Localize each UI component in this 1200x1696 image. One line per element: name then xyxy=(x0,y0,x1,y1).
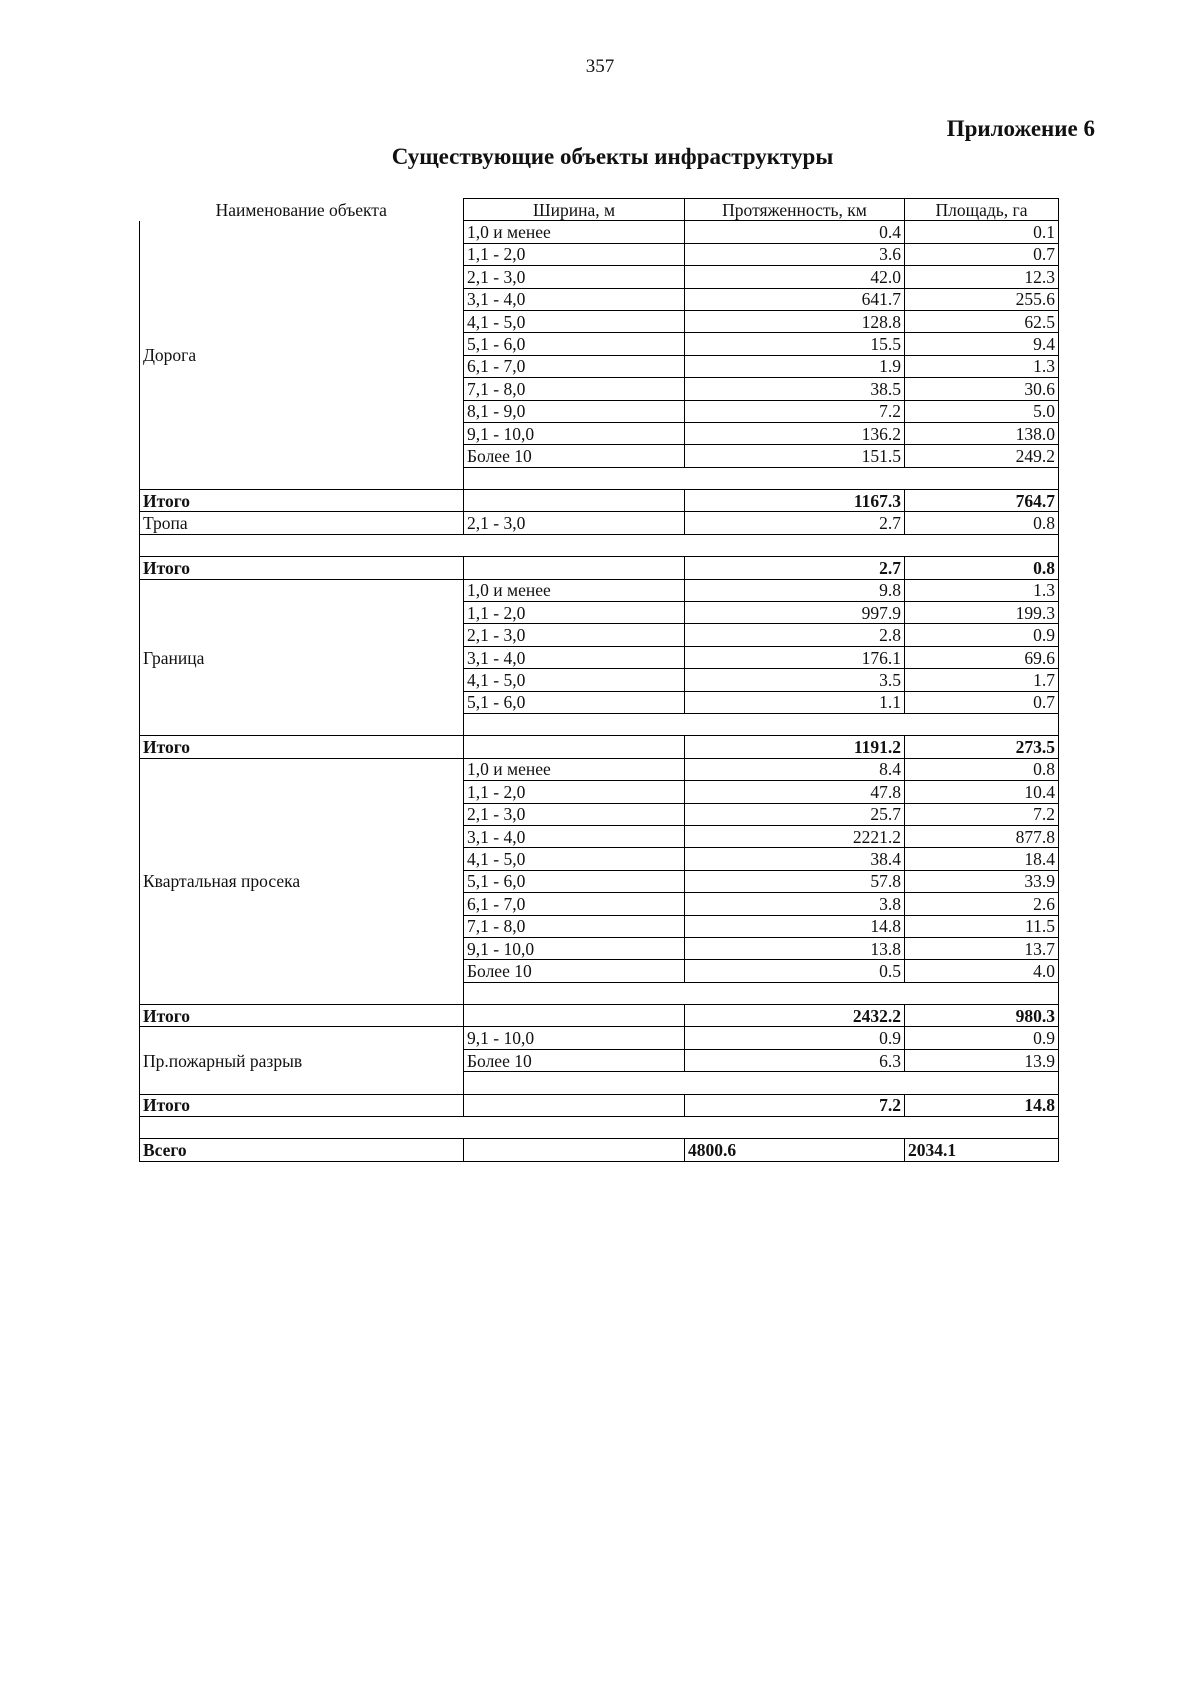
subtotal-length: 1191.2 xyxy=(685,736,905,758)
subtotal-length: 1167.3 xyxy=(685,490,905,512)
area-cell: 0.7 xyxy=(905,691,1059,713)
length-cell: 14.8 xyxy=(685,915,905,937)
header-width: Ширина, м xyxy=(464,199,685,221)
subtotal-row xyxy=(140,557,1059,579)
width-cell: 9,1 - 10,0 xyxy=(464,937,685,959)
width-cell: 1,1 - 2,0 xyxy=(464,781,685,803)
area-cell: 0.9 xyxy=(905,624,1059,646)
length-cell: 1.1 xyxy=(685,691,905,713)
length-cell: 3.6 xyxy=(685,243,905,265)
width-cell: 5,1 - 6,0 xyxy=(464,333,685,355)
width-cell: 1,1 - 2,0 xyxy=(464,243,685,265)
object-name: Пр.пожарный разрыв xyxy=(140,1027,464,1094)
object-name: Дорога xyxy=(140,221,464,490)
width-cell: 4,1 - 5,0 xyxy=(464,310,685,332)
header-area: Площадь, га xyxy=(905,199,1059,221)
table-row xyxy=(140,221,1059,243)
table-row xyxy=(140,579,1059,601)
subtotal-width-cell xyxy=(464,1005,685,1027)
length-cell: 3.5 xyxy=(685,669,905,691)
document-title: Существующие объекты инфраструктуры xyxy=(391,144,834,169)
subtotal-label: Итого xyxy=(140,1005,464,1027)
width-cell: Более 10 xyxy=(464,445,685,467)
subtotal-area: 0.8 xyxy=(905,557,1059,579)
subtotal-width-cell xyxy=(464,1094,685,1116)
subtotal-length: 7.2 xyxy=(685,1094,905,1116)
width-cell: 5,1 - 6,0 xyxy=(464,870,685,892)
area-cell: 30.6 xyxy=(905,378,1059,400)
width-cell: 3,1 - 4,0 xyxy=(464,288,685,310)
length-cell: 38.5 xyxy=(685,378,905,400)
area-cell: 0.9 xyxy=(905,1027,1059,1049)
width-cell: 5,1 - 6,0 xyxy=(464,691,685,713)
subtotal-length: 2432.2 xyxy=(685,1005,905,1027)
width-cell: 3,1 - 4,0 xyxy=(464,646,685,668)
subtotal-width-cell xyxy=(464,557,685,579)
object-name: Квартальная просека xyxy=(140,758,464,1004)
spacer-cell xyxy=(464,1072,1059,1094)
length-cell: 47.8 xyxy=(685,781,905,803)
area-cell: 69.6 xyxy=(905,646,1059,668)
width-cell: 9,1 - 10,0 xyxy=(464,422,685,444)
width-cell: 7,1 - 8,0 xyxy=(464,915,685,937)
width-cell: 3,1 - 4,0 xyxy=(464,825,685,847)
width-cell: Более 10 xyxy=(464,960,685,982)
area-cell: 2.6 xyxy=(905,893,1059,915)
width-cell: 6,1 - 7,0 xyxy=(464,355,685,377)
width-cell: 1,1 - 2,0 xyxy=(464,602,685,624)
table-row xyxy=(140,1027,1059,1049)
area-cell: 9.4 xyxy=(905,333,1059,355)
width-cell: 1,0 и менее xyxy=(464,221,685,243)
spacer-cell xyxy=(140,1117,1059,1139)
subtotal-area: 980.3 xyxy=(905,1005,1059,1027)
width-cell: 4,1 - 5,0 xyxy=(464,848,685,870)
length-cell: 176.1 xyxy=(685,646,905,668)
length-cell: 0.5 xyxy=(685,960,905,982)
area-cell: 62.5 xyxy=(905,310,1059,332)
object-name: Граница xyxy=(140,579,464,736)
length-cell: 13.8 xyxy=(685,937,905,959)
area-cell: 877.8 xyxy=(905,825,1059,847)
subtotal-row xyxy=(140,1094,1059,1116)
area-cell: 13.9 xyxy=(905,1049,1059,1071)
grand-total-width-cell xyxy=(464,1139,685,1161)
area-cell: 33.9 xyxy=(905,870,1059,892)
spacer-cell xyxy=(464,467,1059,489)
width-cell: 7,1 - 8,0 xyxy=(464,378,685,400)
width-cell: 9,1 - 10,0 xyxy=(464,1027,685,1049)
area-cell: 138.0 xyxy=(905,422,1059,444)
subtotal-length: 2.7 xyxy=(685,557,905,579)
subtotal-row xyxy=(140,490,1059,512)
width-cell: Более 10 xyxy=(464,1049,685,1071)
area-cell: 10.4 xyxy=(905,781,1059,803)
length-cell: 25.7 xyxy=(685,803,905,825)
spacer-row xyxy=(140,1117,1059,1139)
width-cell: 4,1 - 5,0 xyxy=(464,669,685,691)
length-cell: 1.9 xyxy=(685,355,905,377)
area-cell: 0.8 xyxy=(905,512,1059,534)
area-cell: 0.7 xyxy=(905,243,1059,265)
subtotal-width-cell xyxy=(464,736,685,758)
spacer-cell xyxy=(140,534,1059,556)
length-cell: 2.7 xyxy=(685,512,905,534)
length-cell: 57.8 xyxy=(685,870,905,892)
length-cell: 7.2 xyxy=(685,400,905,422)
subtotal-width-cell xyxy=(464,490,685,512)
width-cell: 2,1 - 3,0 xyxy=(464,512,685,534)
area-cell: 12.3 xyxy=(905,266,1059,288)
area-cell: 0.1 xyxy=(905,221,1059,243)
width-cell: 6,1 - 7,0 xyxy=(464,893,685,915)
subtotal-row xyxy=(140,736,1059,758)
width-cell: 1,0 и менее xyxy=(464,579,685,601)
length-cell: 128.8 xyxy=(685,310,905,332)
subtotal-row xyxy=(140,1005,1059,1027)
subtotal-area: 14.8 xyxy=(905,1094,1059,1116)
width-cell: 1,0 и менее xyxy=(464,758,685,780)
length-cell: 641.7 xyxy=(685,288,905,310)
area-cell: 249.2 xyxy=(905,445,1059,467)
length-cell: 9.8 xyxy=(685,579,905,601)
width-cell: 2,1 - 3,0 xyxy=(464,624,685,646)
table-body xyxy=(140,221,1059,1161)
grand-total-label: Всего xyxy=(140,1139,464,1161)
area-cell: 199.3 xyxy=(905,602,1059,624)
subtotal-label: Итого xyxy=(140,1094,464,1116)
subtotal-label: Итого xyxy=(140,490,464,512)
area-cell: 0.8 xyxy=(905,758,1059,780)
table-row xyxy=(140,512,1059,534)
length-cell: 0.9 xyxy=(685,1027,905,1049)
length-cell: 8.4 xyxy=(685,758,905,780)
grand-total-row xyxy=(140,1139,1059,1161)
area-cell: 5.0 xyxy=(905,400,1059,422)
length-cell: 38.4 xyxy=(685,848,905,870)
length-cell: 2.8 xyxy=(685,624,905,646)
length-cell: 15.5 xyxy=(685,333,905,355)
area-cell: 4.0 xyxy=(905,960,1059,982)
width-cell: 8,1 - 9,0 xyxy=(464,400,685,422)
area-cell: 11.5 xyxy=(905,915,1059,937)
page-number: 357 xyxy=(585,56,615,77)
width-cell: 2,1 - 3,0 xyxy=(464,266,685,288)
appendix-label: Приложение 6 xyxy=(946,116,1095,141)
object-name: Тропа xyxy=(140,512,464,534)
infrastructure-table xyxy=(139,198,1059,1162)
subtotal-label: Итого xyxy=(140,557,464,579)
header-length: Протяженность, км xyxy=(685,199,905,221)
grand-total-area: 2034.1 xyxy=(905,1139,1059,1161)
subtotal-label: Итого xyxy=(140,736,464,758)
grand-total-length: 4800.6 xyxy=(685,1139,905,1161)
area-cell: 18.4 xyxy=(905,848,1059,870)
area-cell: 13.7 xyxy=(905,937,1059,959)
table-header-row xyxy=(140,199,1059,221)
length-cell: 2221.2 xyxy=(685,825,905,847)
length-cell: 3.8 xyxy=(685,893,905,915)
length-cell: 136.2 xyxy=(685,422,905,444)
area-cell: 255.6 xyxy=(905,288,1059,310)
subtotal-area: 273.5 xyxy=(905,736,1059,758)
length-cell: 997.9 xyxy=(685,602,905,624)
length-cell: 6.3 xyxy=(685,1049,905,1071)
length-cell: 151.5 xyxy=(685,445,905,467)
spacer-cell xyxy=(464,713,1059,735)
spacer-row xyxy=(140,534,1059,556)
length-cell: 42.0 xyxy=(685,266,905,288)
spacer-cell xyxy=(464,982,1059,1004)
area-cell: 1.3 xyxy=(905,579,1059,601)
area-cell: 1.3 xyxy=(905,355,1059,377)
area-cell: 1.7 xyxy=(905,669,1059,691)
length-cell: 0.4 xyxy=(685,221,905,243)
width-cell: 2,1 - 3,0 xyxy=(464,803,685,825)
table-row xyxy=(140,758,1059,780)
area-cell: 7.2 xyxy=(905,803,1059,825)
header-name: Наименование объекта xyxy=(215,199,387,220)
subtotal-area: 764.7 xyxy=(905,490,1059,512)
